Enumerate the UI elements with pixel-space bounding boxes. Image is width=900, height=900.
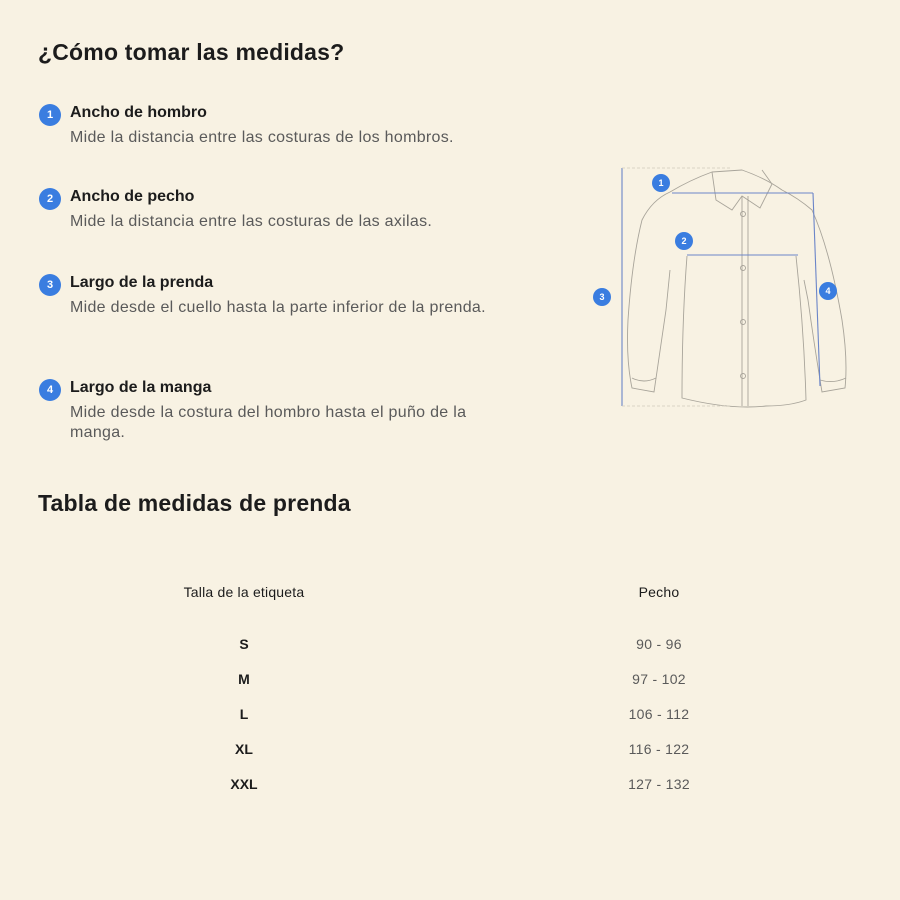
step-number-badge: 3 — [39, 274, 61, 296]
diagram-marker-2: 2 — [675, 232, 693, 250]
column-header-size: Talla de la etiqueta — [183, 584, 305, 600]
chest-cell: 97 - 102 — [632, 670, 686, 687]
chest-cell: 90 - 96 — [636, 635, 682, 652]
step-description: Mide desde la costura del hombro hasta el puño de la manga. — [70, 404, 467, 441]
table-row — [110, 661, 800, 696]
step-description: Mide desde el cuello hasta la parte inferior de la prenda. — [70, 299, 486, 316]
diagram-marker-3: 3 — [593, 288, 611, 306]
table-header-row — [110, 578, 800, 606]
step-number-badge: 4 — [39, 379, 61, 401]
size-cell: S — [239, 635, 249, 652]
table-spacer — [110, 606, 800, 626]
chest-cell: 106 - 112 — [628, 705, 690, 722]
chest-cell: 116 - 122 — [628, 740, 690, 757]
size-table-title: Tabla de medidas de prenda — [38, 490, 351, 516]
step-title: Ancho de pecho — [70, 188, 195, 205]
table-row — [110, 731, 800, 766]
size-cell: L — [239, 705, 249, 722]
how-to-measure-title: ¿Cómo tomar las medidas? — [38, 39, 345, 65]
diagram-marker-1: 1 — [652, 174, 670, 192]
step-description: Mide la distancia entre las costuras de las axilas. — [70, 213, 433, 230]
column-header-chest: Pecho — [638, 584, 680, 600]
diagram-marker-4: 4 — [819, 282, 837, 300]
step-title: Ancho de hombro — [70, 104, 207, 121]
size-chart-table — [110, 578, 800, 801]
step-number-badge: 1 — [39, 104, 61, 126]
table-row — [110, 696, 800, 731]
size-cell: M — [238, 670, 250, 687]
step-title: Largo de la prenda — [70, 274, 214, 291]
chest-cell: 127 - 132 — [628, 775, 690, 792]
step-description: Mide la distancia entre las costuras de los hombros. — [70, 129, 454, 146]
table-row — [110, 626, 800, 661]
shirt-measurement-diagram — [590, 160, 860, 420]
size-cell: XL — [235, 740, 253, 757]
step-title: Largo de la manga — [70, 379, 212, 396]
step-number-badge: 2 — [39, 188, 61, 210]
table-row — [110, 766, 800, 801]
size-cell: XXL — [230, 775, 258, 792]
